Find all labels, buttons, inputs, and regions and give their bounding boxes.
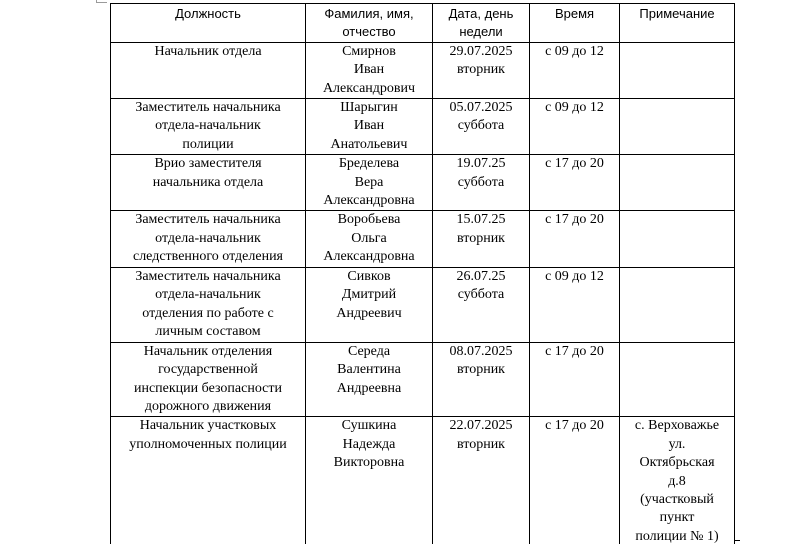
table-row bbox=[111, 417, 735, 544]
cell-date: 22.07.2025 вторник bbox=[433, 417, 530, 544]
header-full-name: Фамилия, имя, отчество bbox=[306, 4, 433, 43]
table-header-row bbox=[111, 4, 735, 43]
cell-time: с 17 до 20 bbox=[530, 155, 620, 211]
header-time: Время bbox=[530, 4, 620, 43]
cell-position: Начальник участковых уполномоченных полиции bbox=[111, 417, 306, 544]
cell-full-name: Сивков Дмитрий Андреевич bbox=[306, 267, 433, 342]
cell-note: с. Верховажье ул. Октябрьская д.8 (участковый пункт полиции № 1) bbox=[620, 417, 735, 544]
cell-date: 19.07.25 суббота bbox=[433, 155, 530, 211]
cell-note bbox=[620, 42, 735, 98]
table-row bbox=[111, 342, 735, 417]
table-row bbox=[111, 99, 735, 155]
table-row bbox=[111, 42, 735, 98]
cell-full-name: Шарыгин Иван Анатольевич bbox=[306, 99, 433, 155]
cell-position: Врио заместителя начальника отдела bbox=[111, 155, 306, 211]
cell-time: с 17 до 20 bbox=[530, 417, 620, 544]
header-date: Дата, день недели bbox=[433, 4, 530, 43]
table-row bbox=[111, 211, 735, 267]
cell-full-name: Сушкина Надежда Викторовна bbox=[306, 417, 433, 544]
cell-note bbox=[620, 211, 735, 267]
cell-note bbox=[620, 155, 735, 211]
cell-time: с 17 до 20 bbox=[530, 342, 620, 417]
cell-note bbox=[620, 267, 735, 342]
cell-full-name: Смирнов Иван Александрович bbox=[306, 42, 433, 98]
cell-time: с 09 до 12 bbox=[530, 99, 620, 155]
header-position: Должность bbox=[111, 4, 306, 43]
cell-position: Заместитель начальника отдела-начальник следственного отделения bbox=[111, 211, 306, 267]
cell-full-name: Бределева Вера Александровна bbox=[306, 155, 433, 211]
table-row bbox=[111, 155, 735, 211]
cell-note bbox=[620, 99, 735, 155]
reception-schedule-table bbox=[110, 3, 735, 544]
cell-date: 15.07.25 вторник bbox=[433, 211, 530, 267]
table-row bbox=[111, 267, 735, 342]
cell-position: Начальник отдела bbox=[111, 42, 306, 98]
cell-date: 05.07.2025 суббота bbox=[433, 99, 530, 155]
cell-time: с 09 до 12 bbox=[530, 267, 620, 342]
cell-position: Заместитель начальника отдела-начальник полиции bbox=[111, 99, 306, 155]
cell-date: 08.07.2025 вторник bbox=[433, 342, 530, 417]
cell-time: с 17 до 20 bbox=[530, 211, 620, 267]
cell-date: 29.07.2025 вторник bbox=[433, 42, 530, 98]
header-note: Примечание bbox=[620, 4, 735, 43]
cell-position: Начальник отделения государственной инспекции безопасности дорожного движения bbox=[111, 342, 306, 417]
cell-full-name: Воробьева Ольга Александровна bbox=[306, 211, 433, 267]
cell-note bbox=[620, 342, 735, 417]
table-anchor-mark bbox=[96, 0, 107, 3]
table-end-mark bbox=[734, 540, 740, 544]
cell-date: 26.07.25 суббота bbox=[433, 267, 530, 342]
cell-position: Заместитель начальника отдела-начальник отделения по работе с личным составом bbox=[111, 267, 306, 342]
cell-full-name: Середа Валентина Андреевна bbox=[306, 342, 433, 417]
cell-time: с 09 до 12 bbox=[530, 42, 620, 98]
